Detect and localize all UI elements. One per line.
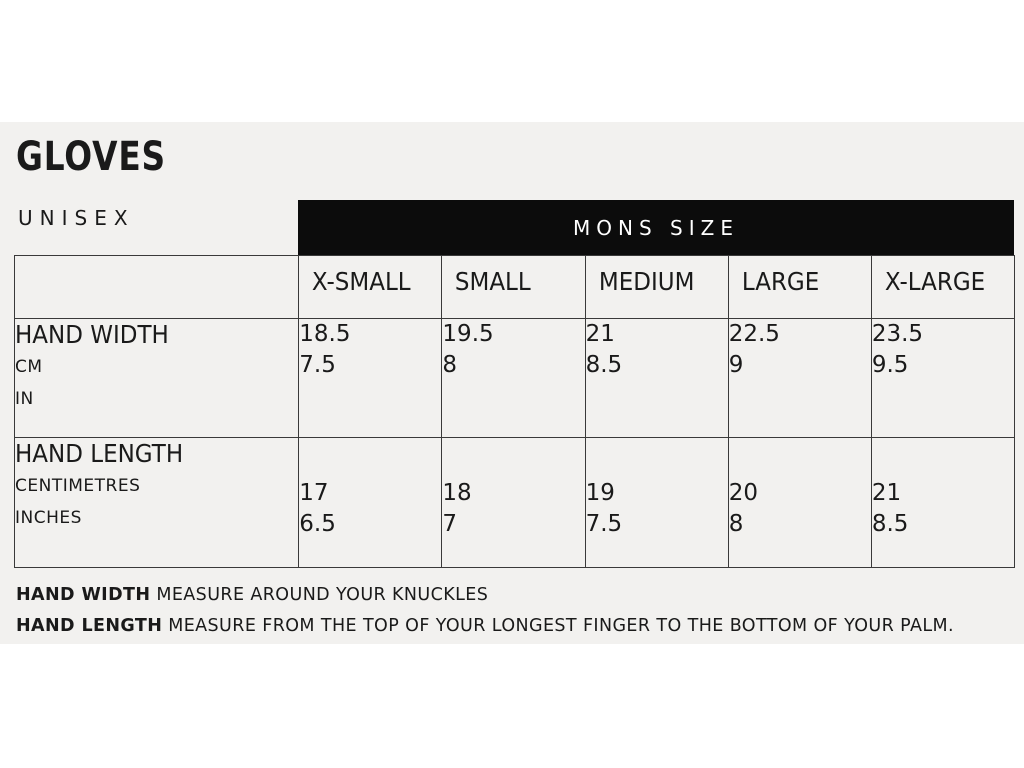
size-band-header — [298, 200, 1014, 255]
table-row-hand-width — [15, 319, 1015, 438]
value-cell — [442, 438, 585, 568]
size-header-cell — [728, 256, 871, 319]
value-cell — [585, 319, 728, 438]
note-hand-length — [16, 611, 954, 642]
measurement-title: HAND LENGTH — [15, 439, 184, 468]
measurement-notes — [16, 580, 954, 642]
value-primary: 20 — [728, 480, 758, 506]
value-cell — [871, 438, 1014, 568]
value-cell — [299, 438, 442, 568]
size-chart-table — [14, 255, 1015, 568]
value-primary: 17 — [299, 480, 329, 506]
value-secondary: 7 — [442, 511, 458, 537]
value-primary: 23.5 — [871, 321, 924, 347]
value-primary: 18.5 — [299, 321, 351, 347]
size-header-xsmall: X-SMALL — [312, 267, 411, 296]
measurement-label-cell — [15, 438, 299, 568]
value-secondary: 8.5 — [871, 511, 909, 537]
note-hand-width — [16, 580, 954, 611]
value-secondary: 8.5 — [585, 352, 623, 378]
size-header-large: LARGE — [741, 267, 820, 296]
value-primary: 18 — [442, 480, 472, 506]
note-text: MEASURE FROM THE TOP OF YOUR LONGEST FINGER TO THE BOTTOM OF YOUR PALM. — [162, 616, 954, 636]
value-secondary: 7.5 — [299, 352, 336, 378]
note-text: MEASURE AROUND YOUR KNUCKLES — [150, 585, 489, 605]
value-cell — [871, 319, 1014, 438]
measurement-label-cell — [15, 319, 299, 438]
page-title: GLOVES — [16, 134, 166, 180]
value-secondary: 9.5 — [871, 352, 909, 378]
size-header-xlarge: X-LARGE — [884, 267, 986, 296]
value-cell — [728, 438, 871, 568]
value-secondary: 6.5 — [299, 511, 336, 537]
measurement-unit-secondary: INCHES — [15, 508, 82, 528]
size-header-medium: MEDIUM — [598, 267, 694, 296]
value-primary: 19 — [585, 480, 615, 506]
table-row-hand-length — [15, 438, 1015, 568]
value-cell — [299, 319, 442, 438]
value-cell — [442, 319, 585, 438]
size-header-cell — [585, 256, 728, 319]
size-band-label: MONS SIZE — [573, 215, 739, 240]
value-secondary: 7.5 — [585, 511, 623, 537]
size-header-cell — [871, 256, 1014, 319]
empty-corner-cell — [15, 256, 299, 319]
value-primary: 21 — [585, 321, 615, 347]
note-keyword: HAND WIDTH — [16, 585, 151, 605]
value-secondary: 8 — [728, 511, 744, 537]
size-header-small: SMALL — [455, 267, 532, 296]
value-secondary: 9 — [728, 352, 744, 378]
value-primary: 19.5 — [442, 321, 494, 347]
size-header-cell — [299, 256, 442, 319]
table-header-row — [15, 256, 1015, 319]
note-keyword: HAND LENGTH — [16, 616, 163, 636]
page-subtitle: UNISEX — [18, 206, 135, 230]
value-secondary: 8 — [442, 352, 458, 378]
measurement-unit-secondary: IN — [15, 389, 34, 409]
size-header-cell — [442, 256, 585, 319]
measurement-unit-primary: CM — [15, 357, 43, 377]
value-primary: 22.5 — [728, 321, 780, 347]
value-cell — [728, 319, 871, 438]
measurement-title: HAND WIDTH — [15, 320, 169, 349]
value-primary: 21 — [871, 480, 902, 506]
value-cell — [585, 438, 728, 568]
measurement-unit-primary: CENTIMETRES — [15, 476, 141, 496]
